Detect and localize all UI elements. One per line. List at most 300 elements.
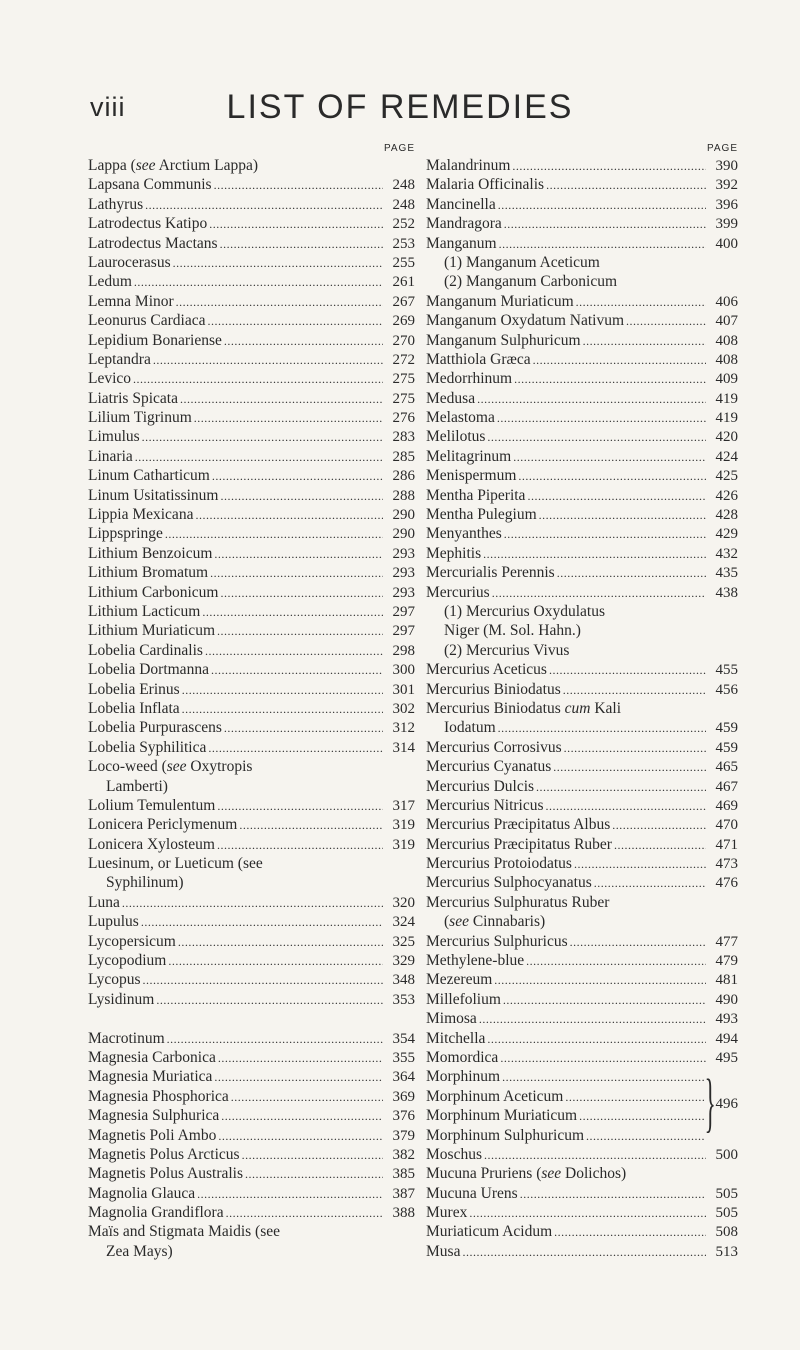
entry-name: Lepidium Bonariense (88, 331, 222, 349)
entry-page-number: 505 (715, 1205, 738, 1222)
entry-page-number: 419 (715, 410, 738, 427)
index-entry (88, 893, 415, 912)
dot-leader (221, 1107, 383, 1126)
index-entry (426, 1164, 738, 1183)
entry-name: Lemna Minor (88, 292, 174, 310)
entry-page-number: 300 (392, 662, 415, 679)
index-entry (88, 641, 415, 660)
dot-leader (212, 467, 383, 486)
entry-page-number: 390 (715, 158, 738, 174)
index-entry (88, 369, 415, 388)
entry-page-number: 438 (715, 584, 738, 601)
entry-name: Lobelia Purpurascens (88, 719, 222, 737)
entry-name: Lycopus (88, 971, 141, 989)
dot-leader (504, 525, 706, 544)
index-entry (426, 1203, 738, 1222)
dot-leader (492, 584, 706, 603)
entry-page-number: 275 (392, 390, 415, 407)
index-entry (88, 1126, 415, 1145)
dot-leader (214, 545, 383, 564)
index-entry (88, 873, 415, 892)
index-entry (426, 524, 738, 543)
entry-page-number: 419 (715, 390, 738, 407)
entry-page-number: 376 (392, 1108, 415, 1125)
entry-name: Manganum Muriaticum (426, 292, 574, 310)
index-entry (426, 1145, 738, 1164)
index-entry (426, 873, 738, 892)
dot-leader (563, 681, 706, 700)
index-entry (88, 524, 415, 543)
entry-page-number: 270 (392, 332, 415, 349)
dot-leader (502, 1068, 704, 1087)
entry-name: Lippia Mexicana (88, 506, 194, 524)
entry-page-number: 293 (392, 584, 415, 601)
entry-name: Luna (88, 893, 120, 911)
index-entry (426, 486, 738, 505)
dot-leader (182, 681, 383, 700)
entry-page-number: 382 (392, 1146, 415, 1163)
dot-leader (574, 855, 706, 874)
dot-leader (209, 215, 383, 234)
entry-page-number: 490 (715, 991, 738, 1008)
dot-leader (549, 661, 706, 680)
dot-leader (173, 254, 383, 273)
entry-page-number: 469 (715, 797, 738, 814)
dot-leader (220, 487, 383, 506)
index-entry (426, 1106, 738, 1125)
entry-name: Manganum (426, 234, 497, 252)
index-entry (88, 563, 415, 582)
entry-page-number: 406 (715, 293, 738, 310)
dot-leader (539, 506, 706, 525)
entry-page-number: 408 (715, 351, 738, 368)
entry-page-number: 428 (715, 507, 738, 524)
index-entry (426, 350, 738, 369)
index-entry (426, 1126, 738, 1145)
dot-leader (182, 700, 383, 719)
entry-name: Zea Mays) (106, 1242, 173, 1260)
dot-leader (220, 584, 383, 603)
dot-leader (479, 1010, 706, 1029)
entry-name: Mentha Piperita (426, 486, 526, 504)
entry-page-number: 364 (392, 1069, 415, 1086)
entry-page-number: 324 (392, 914, 415, 931)
entry-name: Manganum Sulphuricum (426, 331, 581, 349)
running-header (0, 88, 800, 128)
entry-name: Loco-weed (see Oxytropis (88, 758, 253, 776)
entry-page-number: 301 (392, 681, 415, 698)
dot-leader (143, 971, 383, 990)
dot-leader (122, 894, 383, 913)
index-entry (88, 1222, 415, 1241)
entry-name: Lithium Muriaticum (88, 622, 215, 640)
index-entry (88, 621, 415, 640)
entry-name: Laurocerasus (88, 253, 171, 271)
entry-page-number: 477 (715, 933, 738, 950)
dot-leader (214, 1068, 383, 1087)
entry-page-number: 432 (715, 545, 738, 562)
entry-page-number: 329 (392, 953, 415, 970)
page-column-label: PAGE (706, 143, 738, 154)
index-entry (426, 854, 738, 873)
entry-name: Medusa (426, 389, 476, 407)
dot-leader (231, 1088, 383, 1107)
entry-name: Mercurius Præcipitatus Ruber (426, 835, 612, 853)
dot-leader (576, 293, 706, 312)
dot-leader (218, 1127, 383, 1146)
entry-name: Leptandra (88, 350, 151, 368)
entry-name: Methylene-blue (426, 952, 525, 970)
dot-leader (565, 1088, 704, 1107)
index-entry (426, 641, 738, 660)
entry-name: Mercurius Corrosivus (426, 738, 562, 756)
dot-leader (546, 176, 706, 195)
entry-name: Mucuna Pruriens (see Dolichos) (426, 1165, 627, 1183)
dot-leader (245, 1165, 383, 1184)
index-entry (426, 214, 738, 233)
left-entry-list (88, 156, 415, 1261)
entry-name: Levico (88, 370, 132, 388)
dot-leader (462, 1243, 706, 1262)
dot-leader (533, 351, 706, 370)
dot-leader (168, 952, 383, 971)
index-entry (88, 505, 415, 524)
entry-page-number: 471 (715, 836, 738, 853)
dot-leader (208, 739, 383, 758)
dot-leader (208, 312, 384, 331)
index-entry (426, 1067, 738, 1086)
index-entry (88, 427, 415, 446)
entry-page-number: 435 (715, 565, 738, 582)
index-entry (426, 621, 738, 640)
entry-name: Luesinum, or Lueticum (see (88, 855, 263, 873)
entry-page-number: 473 (715, 856, 738, 873)
index-entry (426, 175, 738, 194)
dot-leader (494, 971, 706, 990)
entry-page-number: 399 (715, 216, 738, 233)
page-column-label: PAGE (383, 143, 415, 154)
entry-page-number: 470 (715, 817, 738, 834)
dot-leader (499, 235, 706, 254)
entry-name: (1) Manganum Aceticum (444, 253, 600, 271)
entry-page-number: 455 (715, 662, 738, 679)
index-entry (88, 951, 415, 970)
index-entry (426, 389, 738, 408)
index-entry (426, 1009, 738, 1028)
brace-page-number: 496 (715, 1096, 738, 1112)
index-entry (88, 214, 415, 233)
index-entry (88, 486, 415, 505)
index-entry (426, 912, 738, 931)
entry-name: Mercurius Aceticus (426, 661, 547, 679)
entry-page-number: 513 (715, 1243, 738, 1260)
dot-leader (469, 1204, 706, 1223)
index-entry (426, 311, 738, 330)
dot-leader (217, 797, 383, 816)
entry-name: Morphinum Aceticum (426, 1087, 564, 1105)
entry-name: Muriaticum Acidum (426, 1223, 553, 1241)
index-entry (88, 990, 415, 1009)
index-entry (426, 466, 738, 485)
index-entry (88, 970, 415, 989)
index-entry (88, 292, 415, 311)
entry-name: Niger (M. Sol. Hahn.) (444, 622, 581, 640)
index-entry (426, 796, 738, 815)
entry-name: Leonurus Cardiaca (88, 312, 206, 330)
entry-page-number: 354 (392, 1030, 415, 1047)
entry-page-number: 459 (715, 720, 738, 737)
entry-name: Mercurius Nitricus (426, 796, 544, 814)
index-entry (426, 718, 738, 737)
entry-name: Latrodectus Mactans (88, 234, 218, 252)
dot-leader (503, 991, 706, 1010)
dot-leader (142, 428, 383, 447)
right-entry-list (426, 156, 738, 1261)
entry-name: Lithium Bromatum (88, 564, 209, 582)
dot-leader (226, 1204, 383, 1223)
entry-page-number: 293 (392, 545, 415, 562)
dot-leader (165, 525, 383, 544)
index-entry (88, 1203, 415, 1222)
dot-leader (497, 409, 706, 428)
index-entry (88, 253, 415, 272)
entry-page-number: 508 (715, 1224, 738, 1241)
index-entry (426, 1222, 738, 1241)
index-entry (88, 408, 415, 427)
dot-leader (504, 215, 706, 234)
index-entry (88, 912, 415, 931)
entry-page-number: 420 (715, 429, 738, 446)
entry-name: Mercurius Protoiodatus (426, 855, 572, 873)
entry-name: Magnolia Grandiflora (88, 1204, 224, 1222)
entry-page-number: 297 (392, 603, 415, 620)
dot-leader (211, 661, 383, 680)
dot-leader (224, 332, 383, 351)
entry-page-number: 409 (715, 371, 738, 388)
dot-leader (217, 836, 383, 855)
index-entry (426, 408, 738, 427)
dot-leader (583, 332, 706, 351)
dot-leader (167, 1030, 383, 1049)
entry-page-number: 261 (392, 274, 415, 291)
index-entry (426, 970, 738, 989)
index-entry (88, 311, 415, 330)
entry-name: Mentha Pulegium (426, 506, 537, 524)
dot-leader (224, 719, 383, 738)
dot-leader (195, 506, 383, 525)
index-entry (426, 1242, 738, 1261)
dot-leader (180, 390, 383, 409)
index-entry (88, 1048, 415, 1067)
entry-name: Lobelia Erinus (88, 680, 180, 698)
index-entry (88, 350, 415, 369)
entry-name: Lathyrus (88, 195, 144, 213)
entry-name: Mercurius Sulphuratus Ruber (426, 893, 610, 911)
index-entry (426, 602, 738, 621)
entry-page-number: 267 (392, 293, 415, 310)
entry-name: Lithium Benzoicum (88, 544, 213, 562)
entry-name: (2) Mercurius Vivus (444, 641, 570, 659)
entry-page-number: 379 (392, 1127, 415, 1144)
index-entry (88, 854, 415, 873)
index-entry (88, 1067, 415, 1086)
dot-leader (527, 487, 706, 506)
entry-name: Linum Usitatissinum (88, 486, 219, 504)
entry-page-number: 297 (392, 623, 415, 640)
dot-leader (483, 545, 706, 564)
entry-page-number: 369 (392, 1088, 415, 1105)
dot-leader (557, 564, 706, 583)
entry-page-number: 290 (392, 507, 415, 524)
dot-leader (614, 836, 706, 855)
entry-page-number: 255 (392, 254, 415, 271)
entry-name: Syphilinum) (106, 874, 184, 892)
index-entry (426, 583, 738, 602)
entry-page-number: 408 (715, 332, 738, 349)
entry-page-number: 248 (392, 177, 415, 194)
dot-leader (176, 293, 383, 312)
entry-name: Menyanthes (426, 525, 502, 543)
entry-name: Malaria Officinalis (426, 176, 545, 194)
index-entry (88, 195, 415, 214)
entry-name: Mercurius Dulcis (426, 777, 535, 795)
index-entry (426, 1029, 738, 1048)
entry-name: Mephitis (426, 544, 482, 562)
index-entry (88, 1242, 415, 1261)
entry-name: Magnetis Polus Arcticus (88, 1145, 240, 1163)
entry-page-number: 298 (392, 642, 415, 659)
index-entry (426, 195, 738, 214)
entry-name: Magnesia Phosphorica (88, 1087, 229, 1105)
entry-name: Mitchella (426, 1029, 486, 1047)
entry-name: Musa (426, 1242, 461, 1260)
entry-page-number: 385 (392, 1166, 415, 1183)
index-entry (88, 815, 415, 834)
index-entry (426, 1048, 738, 1067)
entry-page-number: 286 (392, 468, 415, 485)
index-entry (88, 1164, 415, 1183)
index-entry (88, 796, 415, 815)
entry-name: Lilium Tigrinum (88, 409, 192, 427)
entry-name: Limulus (88, 428, 140, 446)
dot-leader (217, 622, 383, 641)
entry-name: Moschus (426, 1145, 482, 1163)
index-entry (426, 505, 738, 524)
dot-leader (141, 913, 383, 932)
entry-page-number: 276 (392, 410, 415, 427)
entry-page-number: 272 (392, 351, 415, 368)
entry-name: Lonicera Periclymenum (88, 816, 238, 834)
entry-name: Magnetis Poli Ambo (88, 1126, 217, 1144)
entry-name: (1) Mercurius Oxydulatus (444, 602, 605, 620)
entry-page-number: 317 (392, 797, 415, 814)
dot-leader (626, 312, 706, 331)
dot-leader (134, 273, 383, 292)
entry-page-number: 319 (392, 836, 415, 853)
entry-name: Lobelia Inflata (88, 699, 180, 717)
entry-name: Lycopersicum (88, 932, 176, 950)
entry-name: Morphinum (426, 1068, 501, 1086)
entry-name: Iodatum (444, 719, 496, 737)
entry-page-number: 396 (715, 196, 738, 213)
dot-leader (477, 390, 706, 409)
index-entry (426, 234, 738, 253)
index-entry (88, 1029, 415, 1048)
entry-page-number: 476 (715, 875, 738, 892)
index-entry (88, 932, 415, 951)
dot-leader (536, 778, 706, 797)
index-entry (426, 699, 738, 718)
entry-name: Mercurialis Perennis (426, 564, 555, 582)
index-entry (88, 234, 415, 253)
dot-leader (520, 1185, 706, 1204)
entry-page-number: 355 (392, 1049, 415, 1066)
index-entry (426, 815, 738, 834)
index-entry (426, 563, 738, 582)
dot-leader (202, 603, 383, 622)
entry-name: Lupulus (88, 913, 139, 931)
dot-leader (156, 991, 383, 1010)
entry-page-number: 248 (392, 196, 415, 213)
entry-page-number: 456 (715, 681, 738, 698)
entry-page-number: 493 (715, 1011, 738, 1028)
entry-name: Lolium Temulentum (88, 796, 216, 814)
index-entry (88, 331, 415, 350)
index-entry (88, 757, 415, 776)
dot-leader (612, 816, 706, 835)
entry-page-number: 388 (392, 1205, 415, 1222)
dot-leader (220, 235, 383, 254)
entry-page-number: 407 (715, 313, 738, 330)
dot-leader (514, 370, 706, 389)
entry-name: Malandrinum (426, 157, 511, 174)
dot-leader (513, 448, 706, 467)
entry-page-number: 314 (392, 739, 415, 756)
dot-leader (135, 448, 383, 467)
entry-name: Latrodectus Katipo (88, 215, 208, 233)
dot-leader (586, 1127, 704, 1146)
entry-name: Lapsana Communis (88, 176, 212, 194)
entry-name: Mercurius (426, 583, 490, 601)
dot-leader (546, 797, 706, 816)
index-entry (426, 757, 738, 776)
entry-name: Lobelia Cardinalis (88, 641, 203, 659)
dot-leader (554, 1223, 706, 1242)
entry-name: Lamberti) (106, 777, 168, 795)
entry-name: (see Cinnabaris) (444, 913, 546, 931)
entry-page-number: 253 (392, 235, 415, 252)
entry-name: Millefolium (426, 990, 501, 1008)
index-entry (88, 660, 415, 679)
entry-name: Lobelia Dortmanna (88, 661, 209, 679)
entry-name: Macrotinum (88, 1029, 165, 1047)
entry-page-number: 269 (392, 313, 415, 330)
dot-leader (512, 157, 706, 176)
entry-page-number: 293 (392, 565, 415, 582)
entry-page-number: 500 (715, 1146, 738, 1163)
index-entry (88, 175, 415, 194)
index-entry (88, 835, 415, 854)
index-entry (426, 253, 738, 272)
entry-name: Melastoma (426, 409, 495, 427)
entry-page-number: 353 (392, 991, 415, 1008)
dot-leader (553, 758, 706, 777)
entry-name: Lonicera Xylosteum (88, 835, 215, 853)
entry-name: Lappa (see Arctium Lappa) (88, 157, 259, 174)
entry-page-number: 320 (392, 894, 415, 911)
entry-name: Momordica (426, 1048, 499, 1066)
entry-name: Linum Catharticum (88, 467, 210, 485)
